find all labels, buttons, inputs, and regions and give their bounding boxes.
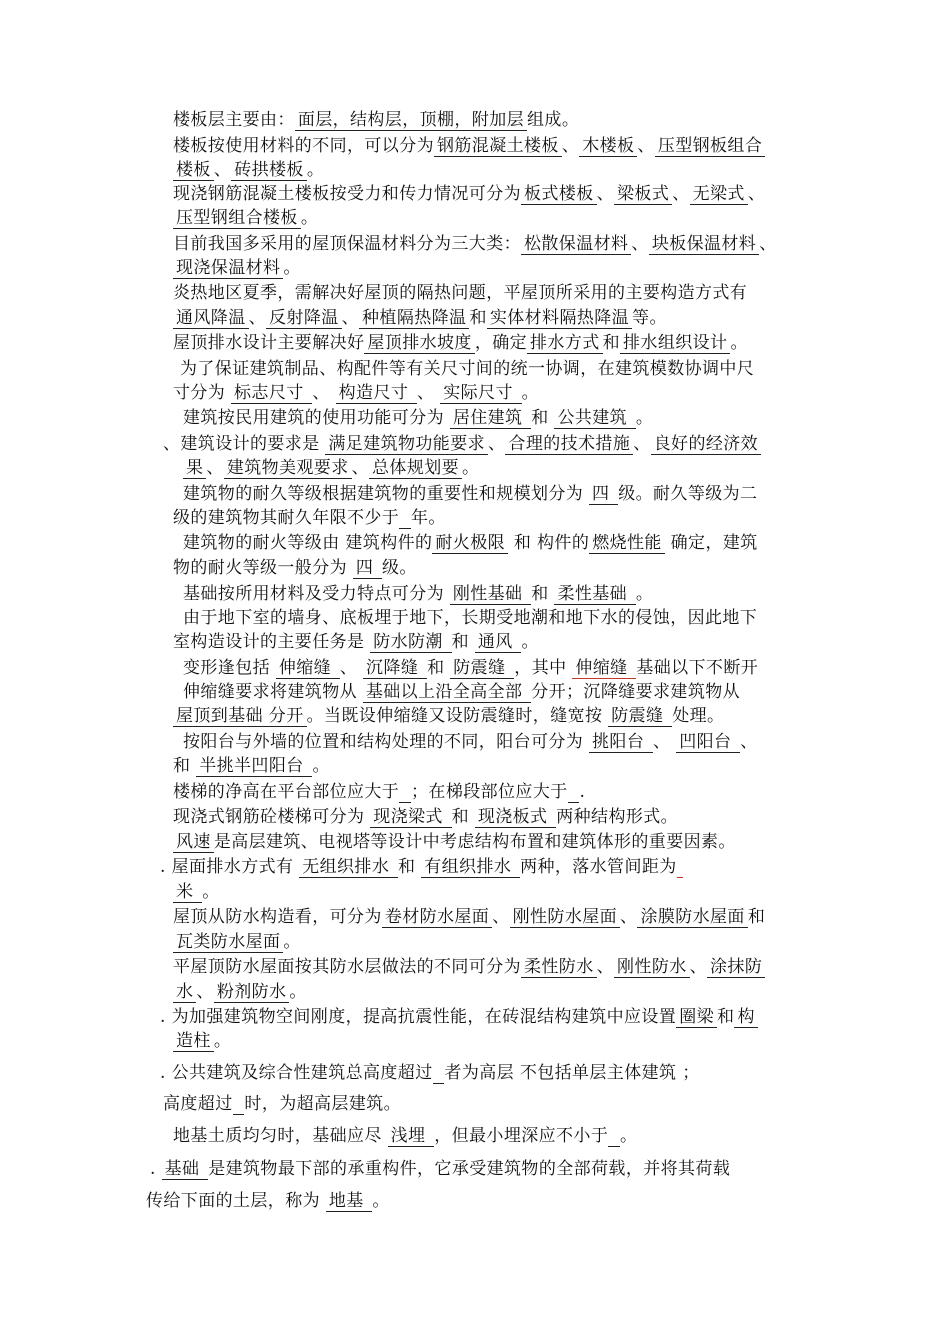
text-run: 。	[283, 932, 301, 952]
text-run: 高度超过	[163, 1094, 233, 1114]
answer-blank: 排水组织设计	[620, 333, 730, 354]
text-run: 和	[602, 333, 621, 353]
text-line	[163, 433, 761, 455]
text-line	[173, 282, 747, 304]
text-run: 级的建筑物其耐久年限不少于	[173, 508, 400, 528]
text-run: 目前我国多采用的屋顶保温材料分为三大类：	[173, 234, 521, 254]
text-line	[173, 135, 765, 157]
text-run: 、	[672, 184, 690, 204]
text-line	[173, 631, 539, 653]
text-run: 。	[283, 258, 301, 278]
text-run: 室构造设计的主要任务是	[173, 632, 371, 652]
answer-blank: 钢筋混凝土楼板	[434, 136, 562, 157]
text-run: ；在梯段部位应大于	[411, 782, 568, 802]
text-run: 组成。	[527, 110, 580, 130]
text-run: 。	[372, 1191, 390, 1211]
answer-blank: 现浇板式	[475, 807, 556, 828]
answer-blank: 压型钢组合楼板	[173, 208, 301, 229]
text-run: 。	[306, 160, 325, 180]
answer-blank: 浅埋	[388, 1126, 435, 1147]
answer-blank: 基础以上沿全高全部	[363, 682, 531, 703]
text-line	[173, 781, 585, 803]
text-run: 和 构件的	[508, 533, 590, 553]
answer-blank: 松散保温材料	[521, 234, 631, 255]
text-run: 、	[637, 136, 655, 156]
text-run: 、	[631, 234, 649, 254]
text-line	[173, 382, 539, 404]
text-run: ，但最小埋深应不小于	[434, 1126, 609, 1146]
text-run: 、	[747, 184, 766, 204]
text-run: 屋顶从防水构造看，可分为	[173, 907, 382, 927]
text-line	[160, 1062, 700, 1084]
text-run: 、	[653, 732, 677, 752]
text-line	[173, 257, 301, 279]
text-run: 由于地下室的墙身、底板埋于地下，长期受地潮和地下水的侵蚀，因此地下	[183, 608, 758, 628]
answer-blank: 板式楼板	[521, 184, 597, 205]
text-run: 物的耐火等级一般分为	[173, 558, 353, 578]
answer-blank: 防震缝	[450, 658, 514, 679]
answer-blank: 良好的经济效	[651, 434, 761, 455]
answer-blank: 挑阳台	[589, 732, 653, 753]
text-run: 、	[492, 907, 510, 927]
text-run: 寸分为	[173, 383, 232, 403]
answer-blank: 防水防潮	[370, 632, 451, 653]
text-run: 建筑物的耐火等级由 建筑构件的	[183, 533, 433, 553]
text-run: 炎热地区夏季，需解决好屋顶的隔热问题，平屋顶所采用的主要构造方式有	[173, 283, 748, 303]
text-run: 。	[620, 1126, 638, 1146]
answer-blank: 排水方式	[527, 333, 603, 354]
answer-blank: 基础	[162, 1159, 209, 1180]
text-line	[173, 981, 307, 1003]
text-run: 平屋顶防水屋面按其防水层做法的不同可分为	[173, 957, 521, 977]
answer-blank: 木楼板	[579, 136, 637, 157]
text-line	[183, 657, 758, 679]
text-line	[183, 607, 757, 629]
text-run: 楼板按使用材料的不同，可以分为	[173, 136, 434, 156]
text-run: 为了保证建筑制品、构配件等有关尺寸间的统一协调，在建筑模数协调中尺	[180, 359, 755, 379]
text-run: 和	[451, 807, 475, 827]
text-run: 。	[730, 333, 748, 353]
answer-blank: 半挑半凹阳台	[196, 756, 312, 777]
text-run: 等。	[632, 308, 667, 328]
text-run: 。	[635, 584, 654, 604]
text-run: . 公共建筑及综合性建筑总高度超过	[160, 1063, 433, 1083]
text-run: 。	[289, 982, 307, 1002]
answer-blank: 通风降温	[173, 308, 249, 329]
text-line	[183, 407, 653, 429]
answer-blank: 面层，结构层，顶棚，附加层	[295, 110, 527, 131]
answer-blank: 燃烧性能	[589, 533, 665, 554]
text-line	[173, 109, 579, 131]
answer-blank: 现浇梁式	[370, 807, 451, 828]
text-run: 、	[740, 732, 758, 752]
answer-blank: 涂膜防水屋面	[637, 907, 747, 928]
text-run: 楼梯的净高在平台部位应大于	[173, 782, 400, 802]
text-run: 两种结构形式。	[556, 807, 679, 827]
text-run: 是高层建筑、电视塔等设计中考虑结构布置和建筑体形的重要因素。	[213, 832, 736, 852]
answer-blank: 地基	[326, 1191, 373, 1212]
text-line	[146, 1190, 390, 1212]
text-run: 和	[469, 308, 487, 328]
text-line	[173, 1125, 637, 1147]
answer-blank: 风速	[173, 832, 214, 853]
text-run: 。当既设伸缩缝又设防震缝时，缝宽按	[306, 706, 609, 726]
text-line	[183, 532, 758, 554]
text-run: 。	[521, 632, 539, 652]
text-line	[173, 755, 330, 777]
text-line	[173, 307, 667, 329]
answer-blank: 涂抹防	[707, 957, 765, 978]
text-line	[160, 856, 683, 878]
text-line	[173, 183, 765, 205]
answer-blank: 实际尺寸	[440, 383, 521, 404]
answer-blank	[608, 1126, 620, 1147]
text-run: 、	[351, 458, 370, 478]
text-run: 者为高层 不包括单层主体建筑 ；	[444, 1063, 700, 1083]
answer-blank	[433, 1063, 445, 1084]
text-line	[173, 159, 324, 181]
text-run: 年。	[411, 508, 446, 528]
answer-blank: 沉降缝	[363, 658, 427, 679]
answer-blank: 刚性基础	[450, 584, 531, 605]
text-run: 级。	[382, 558, 417, 578]
answer-blank: 砖拱楼板	[231, 160, 307, 181]
text-run: .	[150, 1159, 162, 1179]
text-line	[173, 931, 301, 953]
text-line	[173, 831, 736, 853]
text-run: 楼板层主要由：	[173, 110, 295, 130]
text-line	[173, 332, 748, 354]
text-run: 、	[196, 982, 214, 1002]
answer-blank: 有组织排水	[421, 857, 520, 878]
answer-blank-red: 伸缩缝	[572, 658, 636, 679]
text-run: 建筑物的耐久等级根据建筑物的重要性和规模划分为	[183, 484, 590, 504]
text-run: 现浇钢筋混凝土楼板按受力和传力情况可分为	[173, 184, 521, 204]
answer-blank: 卷材防水屋面	[382, 907, 492, 928]
answer-blank: 柔性防水	[521, 957, 597, 978]
answer-blank: 刚性防水屋面	[510, 907, 620, 928]
answer-blank	[233, 1094, 245, 1115]
answer-blank: 防震缝	[608, 706, 672, 727]
answer-blank: 压型钢板组合	[655, 136, 765, 157]
text-run: 。	[635, 408, 654, 428]
answer-blank: 瓦类防水屋面	[173, 932, 283, 953]
text-run: 。	[213, 1031, 232, 1051]
text-line	[173, 906, 765, 928]
answer-blank: 总体规划要	[369, 458, 462, 479]
answer-blank	[399, 508, 411, 529]
answer-blank: 伸缩缝	[276, 658, 340, 679]
text-run: 、	[488, 434, 506, 454]
text-run: .	[579, 782, 586, 802]
text-line	[183, 483, 757, 505]
answer-blank-red	[677, 857, 683, 878]
text-line	[173, 207, 318, 229]
text-run: 时，为超高层建筑。	[244, 1094, 402, 1114]
answer-blank: 梁板式	[614, 184, 672, 205]
answer-blank: 粉剂防水	[214, 982, 290, 1003]
answer-blank: 无组织排水	[299, 857, 398, 878]
text-run: 和	[531, 408, 555, 428]
answer-blank: 耐火极限	[432, 533, 508, 554]
text-line	[180, 358, 754, 380]
text-run: 地基土质均匀时，基础应尽	[173, 1126, 388, 1146]
answer-blank: 满足建筑物功能要求	[325, 434, 488, 455]
text-line	[173, 233, 777, 255]
text-line	[173, 705, 724, 727]
answer-blank: 通风	[475, 632, 522, 653]
answer-blank: 屋顶排水坡度	[364, 333, 474, 354]
text-run: 处理。	[672, 706, 725, 726]
text-run: 、	[561, 136, 580, 156]
answer-blank: 实体材料隔热降温	[487, 308, 632, 329]
answer-blank: 果	[183, 458, 206, 479]
text-run: 。	[300, 208, 319, 228]
text-run: 和	[747, 907, 766, 927]
text-run: 和	[717, 1007, 735, 1027]
answer-blank: 四	[589, 484, 618, 505]
text-run: 是建筑物最下部的承重构件，它承受建筑物的全部荷载，并将其荷载	[208, 1159, 731, 1179]
text-line	[183, 583, 653, 605]
answer-blank	[568, 782, 580, 803]
text-run: 级。耐久等级为二	[618, 484, 758, 504]
text-run: 按阳台与外墙的位置和结构处理的不同，阳台可分为	[183, 732, 590, 752]
answer-blank: 凹阳台	[676, 732, 740, 753]
text-run: 现浇式钢筋砼楼梯可分为	[173, 807, 371, 827]
text-run: 屋顶排水设计主要解决好	[173, 333, 365, 353]
text-run: 、	[341, 308, 360, 328]
answer-blank: 无梁式	[690, 184, 748, 205]
text-run: 基础以下不断开	[636, 658, 759, 678]
answer-blank: 现浇保温材料	[173, 258, 283, 279]
answer-blank: 居住建筑	[450, 408, 531, 429]
text-run: 。	[462, 458, 480, 478]
answer-blank: 种植隔热降温	[359, 308, 469, 329]
answer-blank: 块板保温材料	[649, 234, 759, 255]
answer-blank: 楼板	[173, 160, 214, 181]
answer-blank: 四	[353, 558, 382, 579]
text-line	[163, 1093, 401, 1115]
text-run: 、	[339, 658, 364, 678]
answer-blank: 水	[173, 982, 196, 1003]
text-run: 、	[620, 907, 638, 927]
text-line	[183, 731, 758, 753]
answer-blank: 构	[734, 1007, 757, 1028]
text-run: ，其中	[514, 658, 573, 678]
answer-blank: 米	[173, 882, 202, 903]
text-run: 、	[206, 458, 224, 478]
text-run: 。	[202, 882, 220, 902]
text-run: 、	[759, 234, 777, 254]
text-run: 、	[689, 957, 708, 977]
text-line	[183, 457, 479, 479]
text-run: 和	[531, 584, 555, 604]
text-run: 。	[312, 756, 330, 776]
text-line	[160, 1006, 758, 1028]
answer-blank: 标志尺寸	[231, 383, 312, 404]
answer-blank: 构造尺寸	[336, 383, 417, 404]
text-run: 、	[417, 383, 441, 403]
text-line	[173, 557, 417, 579]
text-line	[173, 881, 220, 903]
answer-blank: 屋顶到基础 分开	[173, 706, 307, 727]
text-run: 。	[521, 383, 540, 403]
text-run: 分开；沉降缝要求建筑物从	[531, 682, 741, 702]
answer-blank: 反射降温	[266, 308, 342, 329]
text-run: 和	[451, 632, 475, 652]
answer-blank: 造柱	[173, 1031, 214, 1052]
answer-blank: 合理的技术措施	[505, 434, 633, 455]
text-line	[173, 1030, 231, 1052]
text-run: 基础按所用材料及受力特点可分为	[183, 584, 450, 604]
text-line	[173, 956, 765, 978]
text-run: 和	[427, 658, 451, 678]
text-run: 、	[213, 160, 232, 180]
text-run: 、	[596, 184, 615, 204]
answer-blank: 刚性防水	[614, 957, 690, 978]
text-run: 、	[312, 383, 336, 403]
answer-blank: 柔性基础	[554, 584, 635, 605]
text-run: . 屋面排水方式有	[160, 857, 300, 877]
text-run: 和	[173, 756, 197, 776]
text-line	[183, 681, 740, 703]
text-run: 两种，落水管间距为	[520, 857, 677, 877]
text-run: . 为加强建筑物空间刚度，提高抗震性能，在砖混结构建筑中应设置	[160, 1007, 677, 1027]
text-run: 伸缩缝要求将建筑物从	[183, 682, 363, 702]
answer-blank: 建筑物美观要求	[224, 458, 352, 479]
answer-blank: 圈梁	[676, 1007, 717, 1028]
text-run: 、建筑设计的要求是	[163, 434, 326, 454]
text-run: 确定，建筑	[664, 533, 758, 553]
text-run: 、	[248, 308, 267, 328]
text-line	[173, 507, 446, 529]
text-run: 、	[596, 957, 615, 977]
text-run: 变形逢包括	[183, 658, 276, 678]
text-run: 、	[633, 434, 651, 454]
text-run: ，确定	[474, 333, 528, 353]
text-run: 建筑按民用建筑的使用功能可分为	[183, 408, 450, 428]
answer-blank	[399, 782, 411, 803]
text-run: 传给下面的土层，称为	[146, 1191, 326, 1211]
answer-blank: 公共建筑	[554, 408, 635, 429]
text-line	[150, 1158, 730, 1180]
text-line	[173, 806, 678, 828]
text-run: 和	[398, 857, 422, 877]
